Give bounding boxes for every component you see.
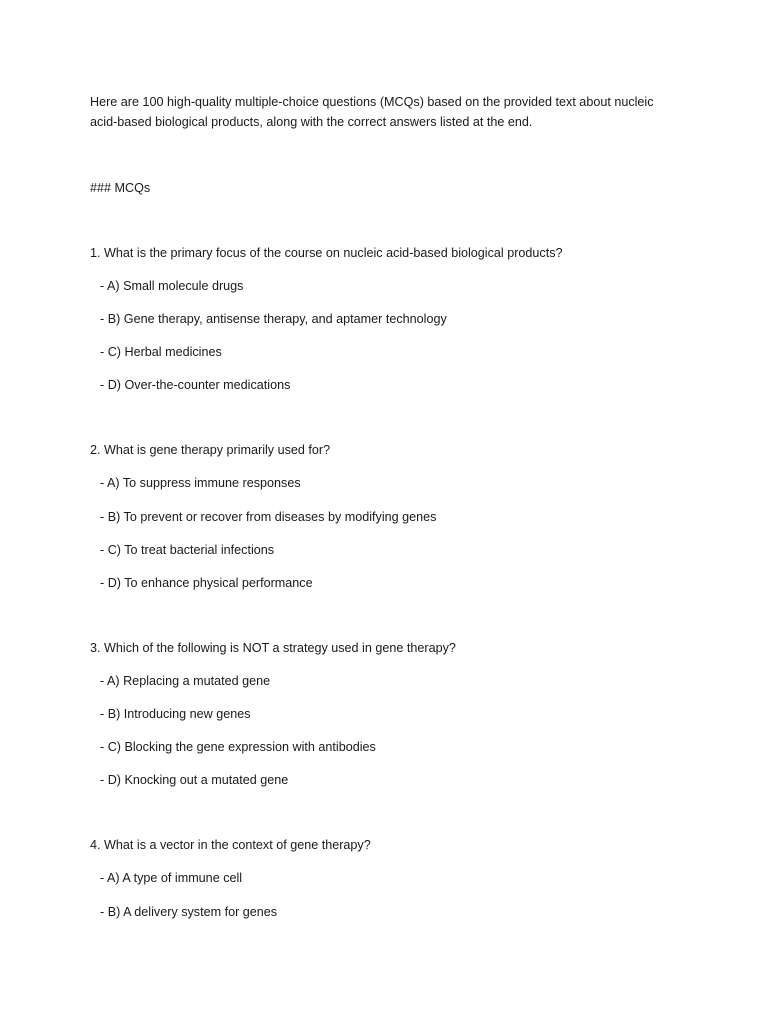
- question-3-option-c: - C) Blocking the gene expression with antibodies: [100, 740, 376, 754]
- question-4-option-b: - B) A delivery system for genes: [100, 905, 278, 919]
- question-2-option-b: - B) To prevent or recover from diseases by modifying genes: [100, 510, 437, 524]
- question-1-option-b: - B) Gene therapy, antisense therapy, and aptamer technology: [100, 312, 447, 326]
- intro-line-2: acid-based biological products, along with the correct answers listed at the end.: [90, 115, 533, 129]
- section-heading: ### MCQs: [90, 181, 151, 195]
- question-3-option-a: - A) Replacing a mutated gene: [100, 674, 271, 688]
- question-1: 1. What is the primary focus of the course on nucleic acid-based biological products?: [90, 246, 563, 260]
- question-2-option-d: - D) To enhance physical performance: [100, 576, 313, 590]
- question-2-option-c: - C) To treat bacterial infections: [100, 543, 275, 557]
- question-1-option-a: - A) Small molecule drugs: [100, 279, 244, 293]
- question-3-option-d: - D) Knocking out a mutated gene: [100, 773, 289, 787]
- question-4: 4. What is a vector in the context of gene therapy?: [90, 838, 371, 852]
- question-2-option-a: - A) To suppress immune responses: [100, 476, 301, 490]
- question-1-option-c: - C) Herbal medicines: [100, 345, 222, 359]
- question-3: 3. Which of the following is NOT a strategy used in gene therapy?: [90, 641, 456, 655]
- question-2: 2. What is gene therapy primarily used for?: [90, 443, 331, 457]
- question-3-option-b: - B) Introducing new genes: [100, 707, 251, 721]
- question-1-option-d: - D) Over-the-counter medications: [100, 378, 291, 392]
- question-4-option-a: - A) A type of immune cell: [100, 871, 243, 885]
- intro-line-1: Here are 100 high-quality multiple-choice questions (MCQs) based on the provided text about nucleic: [90, 95, 654, 109]
